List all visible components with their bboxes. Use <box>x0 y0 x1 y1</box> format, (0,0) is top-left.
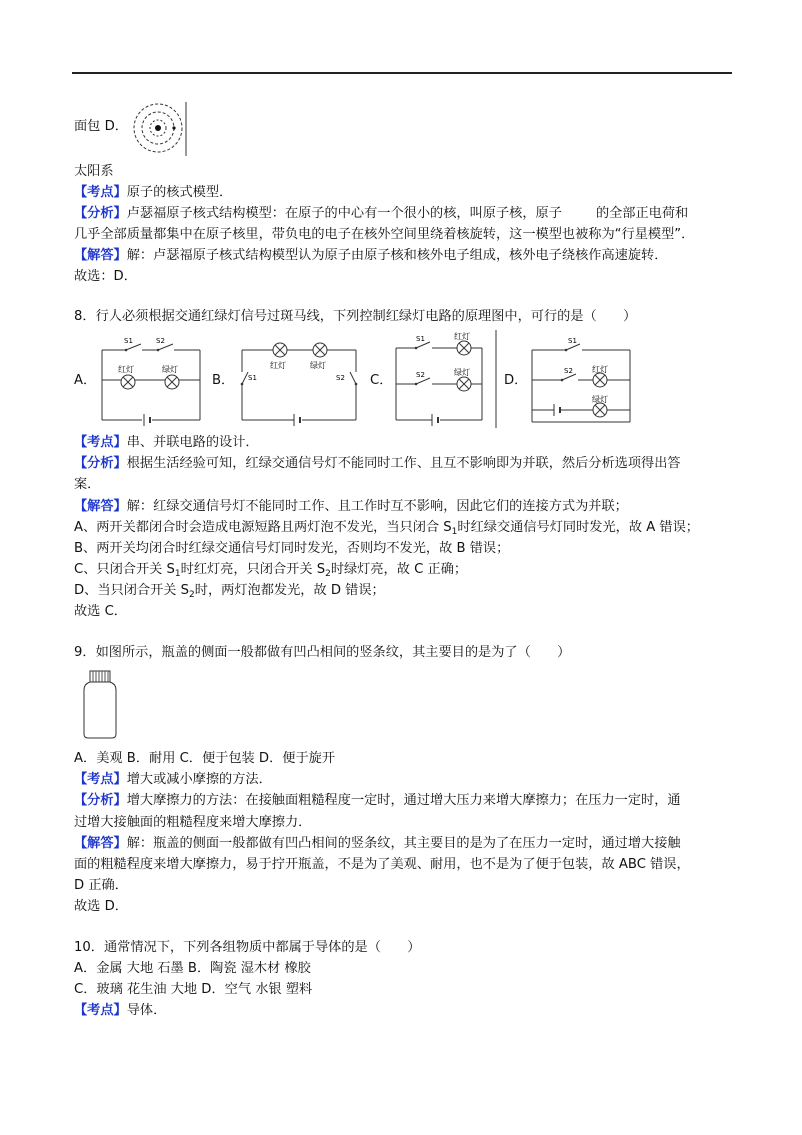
svg-text:S1: S1 <box>124 337 133 345</box>
q9-stem: 9．如图所示，瓶盖的侧面一般都做有凹凸相间的竖条纹，其主要目的是为了（ ） <box>74 645 571 660</box>
q9-jieda-line-3: D 正确． <box>74 878 128 893</box>
solar-system-figure <box>130 100 188 162</box>
q8-fenxi-line-2: 案． <box>74 477 101 492</box>
q10-stem: 10．通常情况下，下列各组物质中都属于导体的是（ ） <box>74 940 421 955</box>
svg-text:红灯: 红灯 <box>454 332 470 341</box>
header-rule <box>72 72 732 74</box>
q9-fenxi-line-2: 过增大接触面的粗糙程度来增大摩擦力． <box>74 815 312 830</box>
circuit-c-diagram <box>392 330 502 432</box>
q7-answer: 故选：D． <box>74 269 137 284</box>
svg-text:S2: S2 <box>416 371 425 379</box>
circuit-a-diagram <box>96 336 206 432</box>
q7-fenxi-line-1: 【分析】卢瑟福原子核式结构模型：在原子的中心有一个很小的核，叫原子核，原子 的全部正电荷和 <box>74 206 689 221</box>
q8-explain-d: D、当只闭合开关 $S_2$时，两灯泡都发光，故 D 错误； <box>74 583 385 600</box>
q8-stem: 8．行人必须根据交通红绿灯信号过斑马线，下列控制红绿灯电路的原理图中，可行的是（ ） <box>74 309 637 324</box>
svg-text:绿灯: 绿灯 <box>310 361 326 370</box>
q8-fenxi-line-1: 【分析】根据生活经验可知，红绿交通信号灯不能同时工作、且互不影响即为并联，然后分析选项得出答 <box>74 456 681 471</box>
q8-explain-b: B、两开关均闭合时红绿交通信号灯同时发光，否则均不发光，故 B 错误； <box>74 541 510 556</box>
q10-options-ab: A．金属 大地 石墨 B．陶瓷 湿木材 橡胶 <box>74 961 311 976</box>
circuit-d-diagram <box>528 334 636 434</box>
svg-text:绿灯: 绿灯 <box>592 395 608 404</box>
q9-jieda-line-2: 面的粗糙程度来增大摩擦力，易于拧开瓶盖，不是为了美观、耐用，也不是为了便于包装，故 ABC 错误， <box>74 857 690 872</box>
q8-explain-c: C、只闭合开关 $S_1$时红灯亮，只闭合开关 $S_2$时绿灯亮，故 C 正确； <box>74 562 468 579</box>
q8-option-c-label: C． <box>370 373 393 388</box>
q7-option-d-label: 面包 D． <box>74 119 128 134</box>
svg-text:S1: S1 <box>568 337 577 345</box>
svg-text:S2: S2 <box>564 367 573 375</box>
bottle-figure <box>80 668 120 744</box>
svg-text:红灯: 红灯 <box>592 365 608 374</box>
q9-answer: 故选 D． <box>74 899 128 914</box>
q8-option-a-label: A． <box>74 373 97 388</box>
q9-jieda-line-1: 【解答】解：瓶盖的侧面一般都做有凹凸相间的竖条纹，其主要目的是为了在压力一定时，通过增大接触 <box>74 836 681 851</box>
svg-text:S2: S2 <box>156 337 165 345</box>
q8-option-b-label: B． <box>212 373 235 388</box>
svg-text:绿灯: 绿灯 <box>454 368 470 377</box>
svg-text:绿灯: 绿灯 <box>162 365 178 374</box>
q7-fenxi-line-2: 几乎全部质量都集中在原子核里，带负电的电子在核外空间里绕着核旋转，这一模型也被称为“行星模型”． <box>74 227 695 242</box>
q10-options-cd: C．玻璃 花生油 大地 D．空气 水银 塑料 <box>74 982 313 997</box>
svg-text:S2: S2 <box>336 374 345 382</box>
q10-kaodian: 【考点】导体． <box>74 1003 167 1018</box>
q8-answer: 故选 C． <box>74 604 127 619</box>
svg-text:S1: S1 <box>416 335 425 343</box>
svg-text:红灯: 红灯 <box>270 361 286 370</box>
svg-text:红灯: 红灯 <box>118 365 134 374</box>
q9-fenxi-line-1: 【分析】增大摩擦力的方法：在接触面粗糙程度一定时，通过增大压力来增大摩擦力；在压力一定时，通 <box>74 793 681 808</box>
svg-text:S1: S1 <box>248 374 257 382</box>
q7-kaodian: 【考点】原子的核式模型． <box>74 185 233 200</box>
q9-kaodian: 【考点】增大或减小摩擦的方法． <box>74 772 272 787</box>
q8-kaodian: 【考点】串、并联电路的设计． <box>74 435 259 450</box>
circuit-b-diagram <box>236 336 366 432</box>
q7-jieda: 【解答】解：卢瑟福原子核式结构模型认为原子由原子核和核外电子组成，核外电子绕核作高速旋转． <box>74 248 668 263</box>
q9-options: A．美观 B．耐用 C．便于包装 D．便于旋开 <box>74 751 336 766</box>
q7-figure-caption: 太阳系 <box>74 164 114 179</box>
q8-explain-a: A、两开关都闭合时会造成电源短路且两灯泡不发光，当只闭合 $S_1$时红绿交通信号灯同时发光，故 A 错误； <box>74 520 699 537</box>
q8-jieda: 【解答】解：红绿交通信号灯不能同时工作、且工作时互不影响，因此它们的连接方式为并联； <box>74 499 628 514</box>
q8-option-d-label: D． <box>504 373 528 388</box>
